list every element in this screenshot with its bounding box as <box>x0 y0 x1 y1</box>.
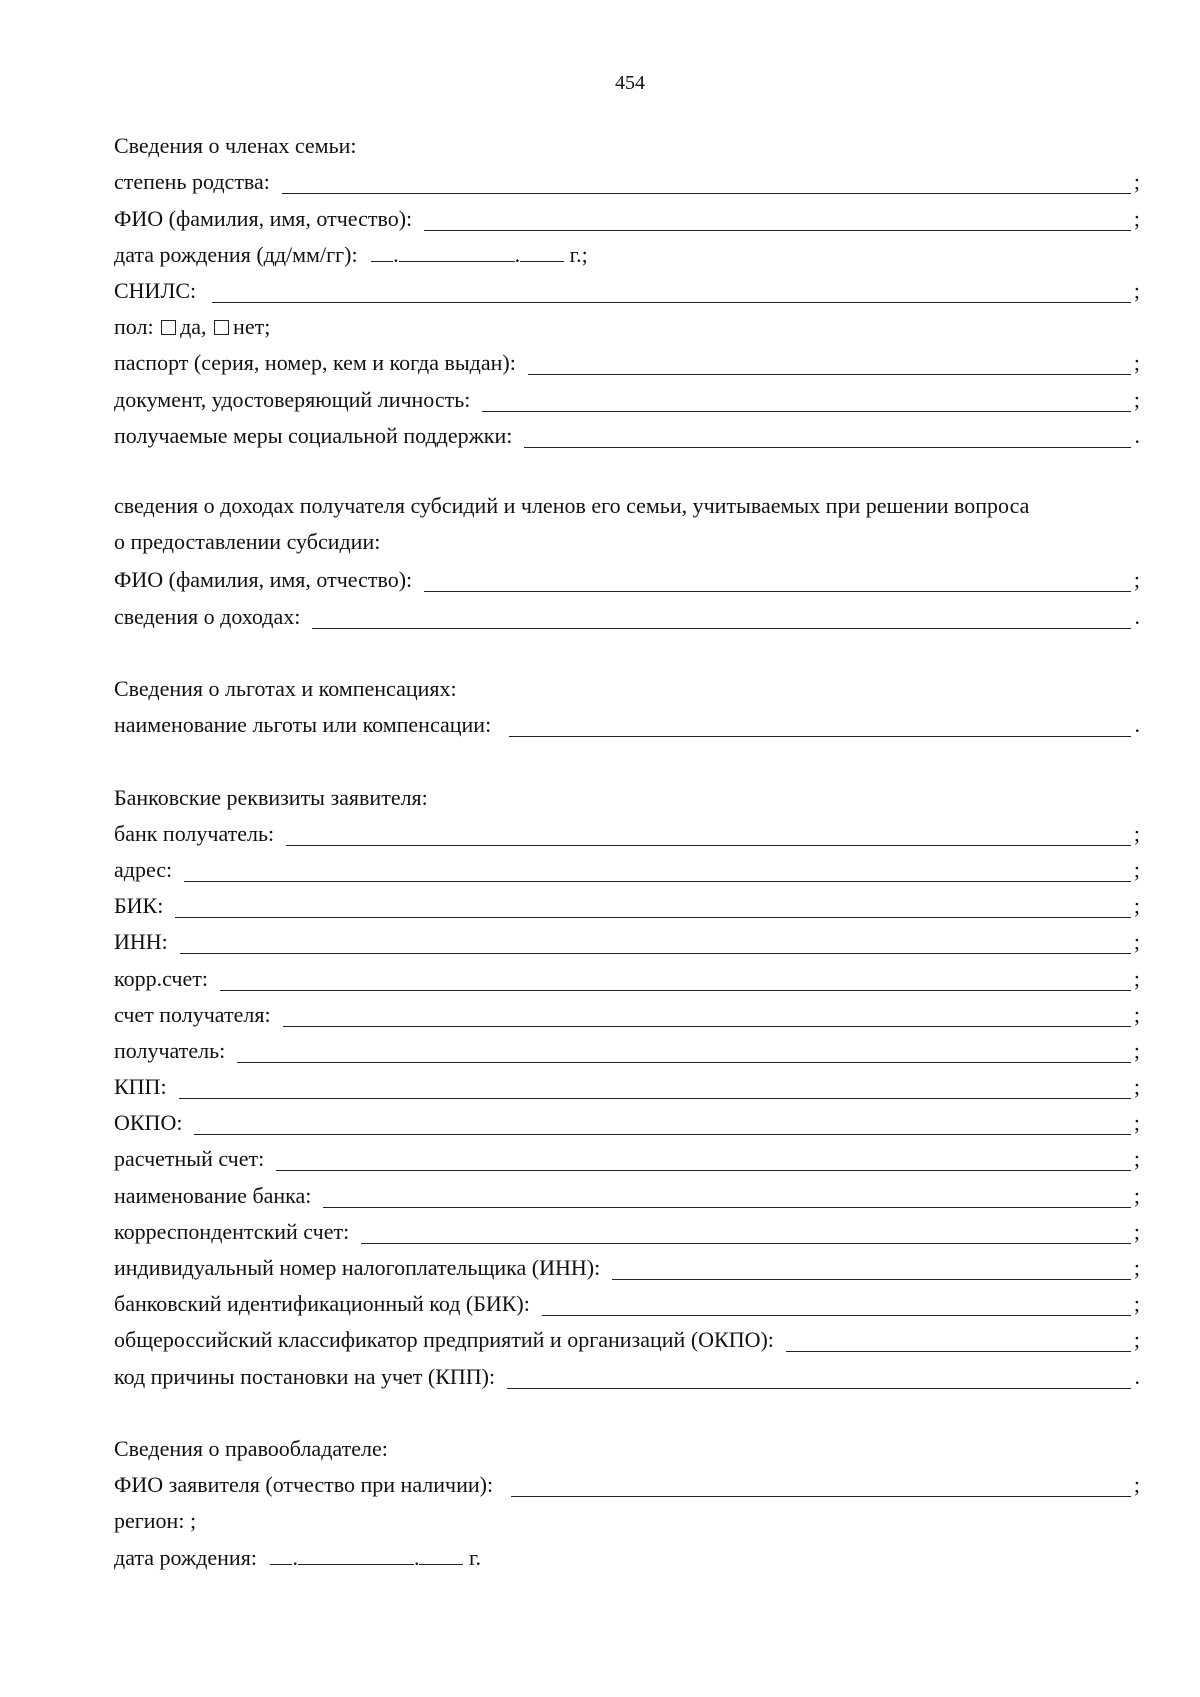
holder-birth-label: дата рождения: <box>114 1544 257 1570</box>
family-birth-field[interactable] <box>114 236 1140 272</box>
bank-field-end: ; <box>1133 893 1140 919</box>
family-heading-row <box>114 127 1140 163</box>
semicolon: ; <box>1133 205 1140 231</box>
bank-field-end: ; <box>1133 1291 1140 1317</box>
income-input-line[interactable] <box>312 627 1131 629</box>
benefits-heading-row <box>114 670 1140 706</box>
income-label: сведения о доходах: <box>114 603 301 629</box>
holder-birth-field[interactable] <box>114 1538 1140 1574</box>
bank-field-input-line[interactable] <box>237 1061 1131 1063</box>
bank-field-end: ; <box>1133 1074 1140 1100</box>
holder-heading: Сведения о правообладателе: <box>114 1435 388 1461</box>
bank-field[interactable] <box>114 1357 1140 1393</box>
snils-input-line[interactable] <box>212 301 1131 303</box>
gender-yes-label: да, <box>180 314 207 340</box>
snils-field[interactable] <box>114 272 1140 308</box>
bank-field-input-line[interactable] <box>286 844 1131 846</box>
bank-field-label: банк получатель: <box>114 820 275 846</box>
region-field <box>114 1502 1140 1538</box>
income-heading-line-1: сведения о доходах получателя субсидий и членов его семьи, учитываемых при решении вопроса <box>114 493 1030 519</box>
bank-field-end: ; <box>1133 1182 1140 1208</box>
spacer <box>114 742 1140 778</box>
bank-field-end: ; <box>1133 1001 1140 1027</box>
bank-field-input-line[interactable] <box>361 1242 1131 1244</box>
bank-field-end: ; <box>1133 1110 1140 1136</box>
bank-field-end: ; <box>1133 965 1140 991</box>
bank-field-end: ; <box>1133 1327 1140 1353</box>
birth-day-input[interactable] <box>371 245 393 262</box>
bank-field-input-line[interactable] <box>184 880 1131 882</box>
bank-field-label: индивидуальный номер налогоплательщика (ИНН): <box>114 1255 601 1280</box>
bank-field[interactable] <box>114 1032 1140 1068</box>
holder-birth-day-input[interactable] <box>270 1548 292 1565</box>
family-fio-field[interactable] <box>114 199 1140 235</box>
bank-field[interactable] <box>114 959 1140 995</box>
benefit-name-label: наименование льготы или компенсации: <box>114 712 492 738</box>
dot: . <box>292 1544 298 1570</box>
dot: . <box>413 1544 420 1570</box>
income-fio-field[interactable] <box>114 561 1140 597</box>
bank-field[interactable] <box>114 923 1140 959</box>
gender-yes-checkbox[interactable] <box>161 320 176 335</box>
passport-label: паспорт (серия, номер, кем и когда выдан): <box>114 350 516 376</box>
family-birth-label: дата рождения (дд/мм/гг): <box>114 241 358 267</box>
bank-field-label: расчетный счет: <box>114 1146 265 1172</box>
semicolon: ; <box>1133 386 1140 412</box>
semicolon: ; <box>1133 277 1140 303</box>
bank-field-label: банковский идентификационный код (БИК): <box>114 1291 530 1317</box>
family-birth-suffix: г.; <box>569 241 588 267</box>
gender-label: пол: <box>114 314 154 340</box>
bank-field-end: ; <box>1133 929 1140 955</box>
spacer <box>114 1394 1140 1430</box>
dot: . <box>393 241 399 267</box>
bank-field-input-line[interactable] <box>542 1314 1131 1316</box>
holder-fio-input-line[interactable] <box>511 1495 1131 1497</box>
bank-field[interactable] <box>114 1213 1140 1249</box>
dot: . <box>514 241 521 267</box>
bank-field-label: общероссийский классификатор предприятий и организаций (ОКПО): <box>114 1327 774 1353</box>
bank-field-label: ИНН: <box>114 929 168 955</box>
bank-field-input-line[interactable] <box>612 1278 1131 1280</box>
bank-field[interactable] <box>114 815 1140 851</box>
bank-field[interactable] <box>114 1068 1140 1104</box>
family-heading: Сведения о членах семьи: <box>114 133 357 159</box>
bank-field-input-line[interactable] <box>786 1350 1131 1352</box>
semicolon: ; <box>1133 567 1140 593</box>
bank-field-input-line[interactable] <box>175 916 1131 918</box>
bank-field[interactable] <box>114 1249 1140 1285</box>
bank-field-label: получатель: <box>114 1037 226 1063</box>
family-fio-input-line[interactable] <box>424 229 1131 231</box>
period: . <box>1134 712 1140 738</box>
bank-field-label: БИК: <box>114 893 164 919</box>
income-heading-line-2: о предоставлении субсидии: <box>114 529 381 555</box>
bank-field[interactable] <box>114 1176 1140 1212</box>
support-label: получаемые меры социальной поддержки: <box>114 422 513 448</box>
income-field[interactable] <box>114 597 1140 633</box>
holder-heading-row <box>114 1430 1140 1466</box>
bank-field-label: КПП: <box>114 1074 167 1100</box>
relation-field[interactable] <box>114 163 1140 199</box>
benefit-name-field[interactable] <box>114 706 1140 742</box>
bank-field-end: ; <box>1133 1146 1140 1172</box>
page-number: 454 <box>615 72 645 94</box>
holder-birth-month-input[interactable] <box>298 1548 414 1565</box>
bank-field-end: ; <box>1133 1218 1140 1244</box>
bank-field-input-line[interactable] <box>179 1097 1131 1099</box>
bank-field[interactable] <box>114 1140 1140 1176</box>
income-fio-label: ФИО (фамилия, имя, отчество): <box>114 567 413 593</box>
bank-heading-row <box>114 778 1140 814</box>
bank-field[interactable] <box>114 1285 1140 1321</box>
bank-fields <box>114 815 1140 1394</box>
bank-heading: Банковские реквизиты заявителя: <box>114 784 428 810</box>
support-input-line[interactable] <box>524 446 1131 448</box>
holder-fio-field[interactable] <box>114 1466 1140 1502</box>
gender-no-checkbox[interactable] <box>214 320 229 335</box>
bank-field-label: адрес: <box>114 856 173 882</box>
bank-field-input-line[interactable] <box>283 1025 1131 1027</box>
holder-birth-suffix: г. <box>468 1544 481 1570</box>
relation-input-line[interactable] <box>282 192 1131 194</box>
semicolon: ; <box>1133 169 1140 195</box>
id-doc-input-line[interactable] <box>482 410 1131 412</box>
gender-field <box>114 308 1140 344</box>
benefits-heading: Сведения о льготах и компенсациях: <box>114 676 457 701</box>
bank-field-label: счет получателя: <box>114 1001 271 1027</box>
birth-month-input[interactable] <box>399 245 515 262</box>
bank-field[interactable] <box>114 887 1140 923</box>
bank-field-input-line[interactable] <box>276 1169 1131 1171</box>
passport-field[interactable] <box>114 344 1140 380</box>
bank-field-label: наименование банка: <box>114 1182 312 1208</box>
bank-field[interactable] <box>114 1321 1140 1357</box>
bank-field-label: корреспондентский счет: <box>114 1218 350 1244</box>
income-heading-row-1 <box>114 489 1140 525</box>
bank-field[interactable] <box>114 851 1140 887</box>
region-label: регион: ; <box>114 1508 197 1534</box>
gender-no-label: нет; <box>233 314 271 340</box>
bank-field-end: ; <box>1133 856 1140 882</box>
relation-label: степень родства: <box>114 169 270 195</box>
bank-field-input-line[interactable] <box>180 952 1131 954</box>
holder-birth-line <box>114 1544 481 1575</box>
bank-field-label: ОКПО: <box>114 1110 183 1136</box>
bank-field[interactable] <box>114 1104 1140 1140</box>
semicolon: ; <box>1133 350 1140 376</box>
family-fio-label: ФИО (фамилия, имя, отчество): <box>114 205 413 231</box>
bank-field-end: ; <box>1133 1037 1140 1063</box>
bank-field-input-line[interactable] <box>507 1387 1131 1389</box>
period: . <box>1134 603 1140 629</box>
family-birth-line <box>114 241 588 272</box>
support-field[interactable] <box>114 417 1140 453</box>
bank-field-label: корр.счет: <box>114 965 208 991</box>
bank-field-end: ; <box>1133 1255 1140 1280</box>
id-doc-label: документ, удостоверяющий личность: <box>114 386 471 412</box>
bank-field-end: . <box>1134 1363 1140 1389</box>
birth-year-input[interactable] <box>520 245 564 262</box>
passport-input-line[interactable] <box>528 373 1131 375</box>
bank-field[interactable] <box>114 996 1140 1032</box>
bank-field-input-line[interactable] <box>220 989 1131 991</box>
bank-field-label: код причины постановки на учет (КПП): <box>114 1363 496 1389</box>
period: . <box>1134 422 1140 448</box>
bank-field-end: ; <box>1133 820 1140 846</box>
income-fio-input-line[interactable] <box>424 590 1131 592</box>
form-content <box>114 127 1140 1575</box>
spacer <box>114 634 1140 670</box>
bank-field-input-line[interactable] <box>323 1206 1131 1208</box>
income-heading-row-2 <box>114 525 1140 561</box>
gender-line <box>114 316 270 344</box>
benefit-name-input-line[interactable] <box>509 735 1131 737</box>
bank-field-input-line[interactable] <box>194 1133 1131 1135</box>
id-doc-field[interactable] <box>114 380 1140 416</box>
semicolon: ; <box>1133 1472 1140 1498</box>
holder-birth-year-input[interactable] <box>419 1548 463 1565</box>
snils-label: СНИЛС: <box>114 277 197 303</box>
spacer <box>114 453 1140 489</box>
holder-fio-label: ФИО заявителя (отчество при наличии): <box>114 1472 494 1498</box>
